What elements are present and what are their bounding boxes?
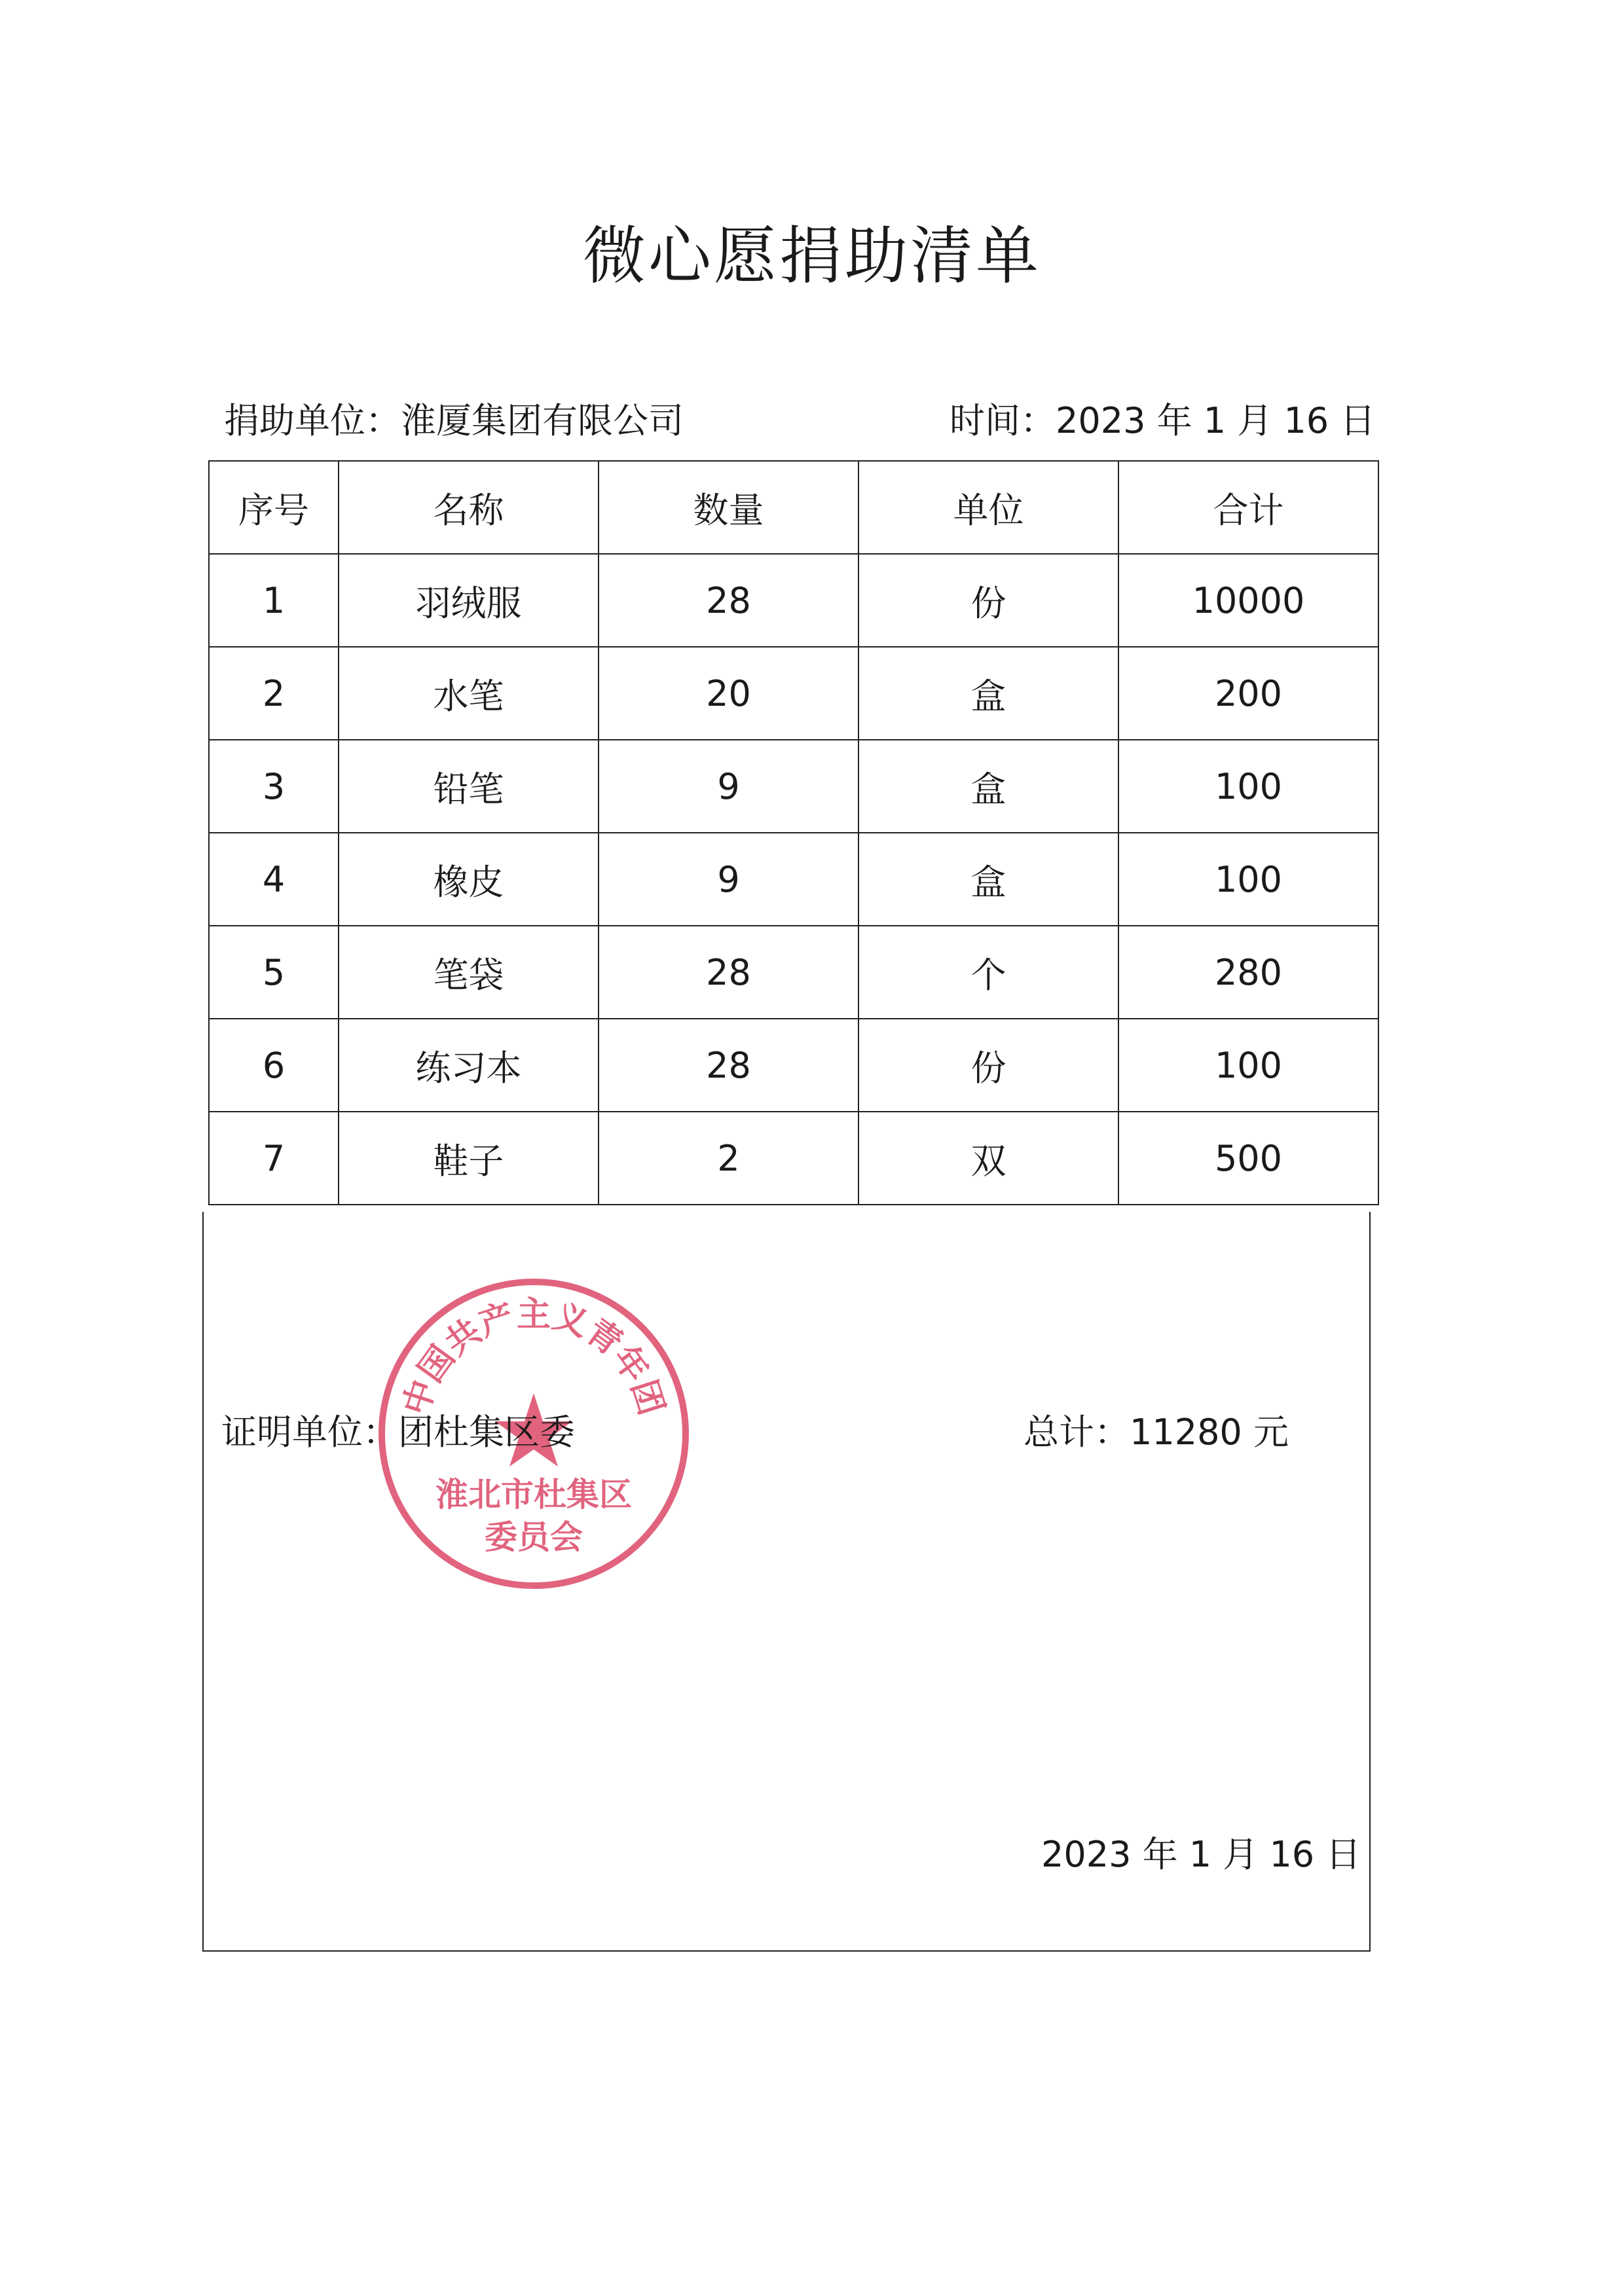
table-cell: 盒 bbox=[858, 647, 1118, 740]
table-cell: 盒 bbox=[858, 740, 1118, 833]
donation-table bbox=[208, 460, 1379, 1205]
table-cell: 28 bbox=[599, 554, 858, 647]
table-header-row bbox=[209, 461, 1378, 554]
table-cell: 铅笔 bbox=[339, 740, 599, 833]
table-row bbox=[209, 1112, 1378, 1205]
header-cell: 数量 bbox=[599, 461, 858, 554]
table-cell: 羽绒服 bbox=[339, 554, 599, 647]
table-cell: 20 bbox=[599, 647, 858, 740]
table-cell: 28 bbox=[599, 926, 858, 1019]
header-cell: 序号 bbox=[209, 461, 339, 554]
header-cell: 单位 bbox=[858, 461, 1118, 554]
table-cell: 2 bbox=[209, 647, 339, 740]
table-cell: 100 bbox=[1118, 833, 1378, 926]
table-cell: 双 bbox=[858, 1112, 1118, 1205]
table-cell: 笔袋 bbox=[339, 926, 599, 1019]
table-cell: 280 bbox=[1118, 926, 1378, 1019]
document-title: 微心愿捐助清单 bbox=[583, 219, 1041, 293]
table-cell: 9 bbox=[599, 833, 858, 926]
table-row bbox=[209, 740, 1378, 833]
donor-unit: 捐助单位：淮厦集团有限公司 bbox=[224, 400, 684, 441]
header-cell: 合计 bbox=[1118, 461, 1378, 554]
table-cell: 3 bbox=[209, 740, 339, 833]
table-row bbox=[209, 1019, 1378, 1112]
table-cell: 盒 bbox=[858, 833, 1118, 926]
table-cell: 份 bbox=[858, 554, 1118, 647]
table-cell: 500 bbox=[1118, 1112, 1378, 1205]
table-cell: 10000 bbox=[1118, 554, 1378, 647]
seal-inner-line1: 淮北市杜集区 bbox=[435, 1475, 632, 1514]
table-cell: 200 bbox=[1118, 647, 1378, 740]
table-cell: 1 bbox=[209, 554, 339, 647]
table-cell: 6 bbox=[209, 1019, 339, 1112]
table-cell: 练习本 bbox=[339, 1019, 599, 1112]
header-cell: 名称 bbox=[339, 461, 599, 554]
table-cell: 2 bbox=[599, 1112, 858, 1205]
table-cell: 鞋子 bbox=[339, 1112, 599, 1205]
table-cell: 5 bbox=[209, 926, 339, 1019]
table-cell: 橡皮 bbox=[339, 833, 599, 926]
table-row bbox=[209, 647, 1378, 740]
donation-time: 时间：2023 年 1 月 16 日 bbox=[950, 400, 1376, 441]
table-row bbox=[209, 554, 1378, 647]
table-cell: 4 bbox=[209, 833, 339, 926]
table-cell: 9 bbox=[599, 740, 858, 833]
table-cell: 7 bbox=[209, 1112, 339, 1205]
table-cell: 个 bbox=[858, 926, 1118, 1019]
seal-outer-text: 中国共产主义青年团 bbox=[396, 1294, 672, 1420]
certifying-unit: 证明单位：团杜集区委 bbox=[221, 1412, 575, 1453]
table-cell: 份 bbox=[858, 1019, 1118, 1112]
table-row bbox=[209, 926, 1378, 1019]
table-cell: 28 bbox=[599, 1019, 858, 1112]
table-row bbox=[209, 833, 1378, 926]
table-cell: 100 bbox=[1118, 1019, 1378, 1112]
table-cell: 水笔 bbox=[339, 647, 599, 740]
seal-inner-line2: 委员会 bbox=[485, 1518, 583, 1556]
grand-total: 总计：11280 元 bbox=[1024, 1412, 1289, 1453]
table-cell: 100 bbox=[1118, 740, 1378, 833]
sign-date: 2023 年 1 月 16 日 bbox=[1041, 1834, 1361, 1875]
